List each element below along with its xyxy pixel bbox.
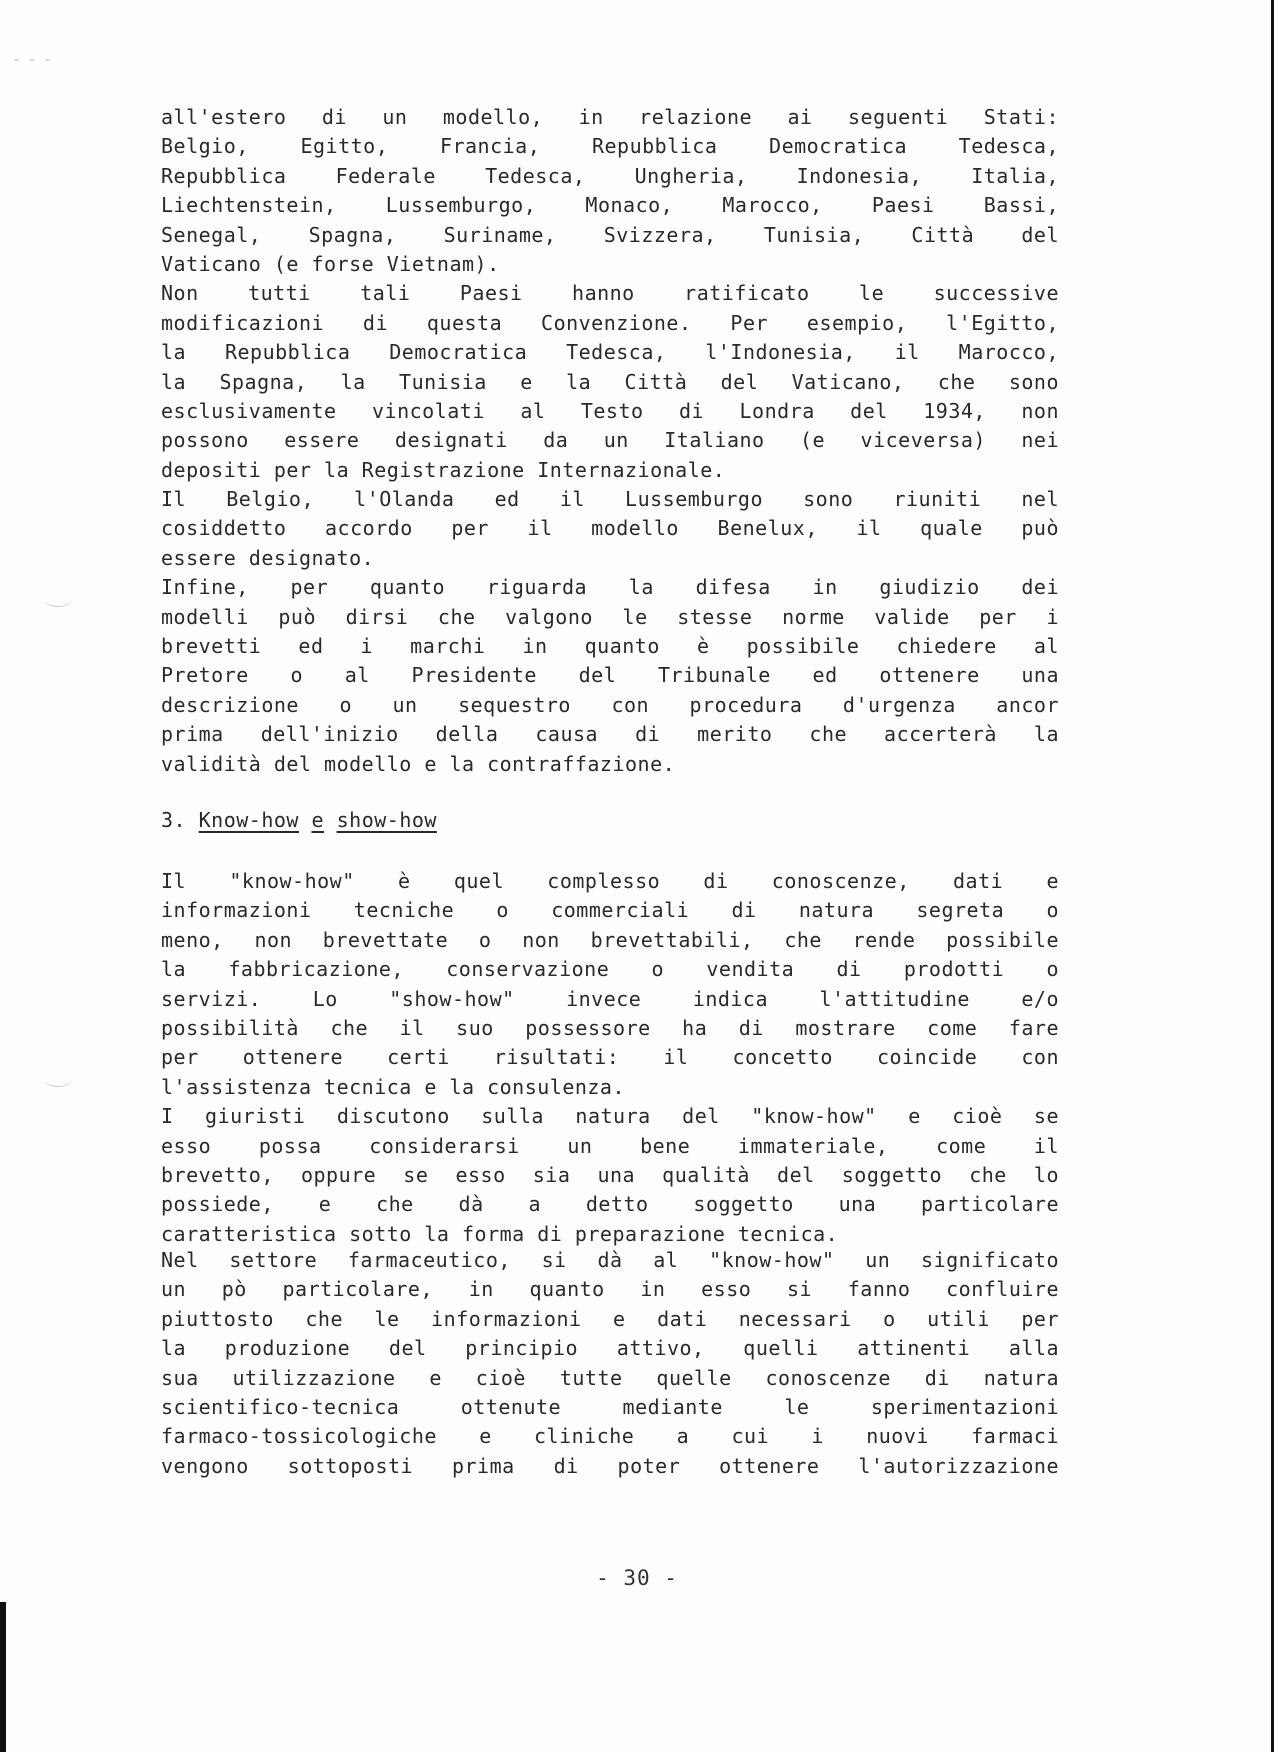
section-title-part-1: Know-how: [198, 808, 299, 832]
text-line: la fabbricazione, conservazione o vendita di prodotti o: [161, 957, 1059, 982]
text-line: all'estero di un modello, in relazione ai seguenti Stati:: [161, 105, 1059, 129]
text-line: informazioni tecniche o commerciali di natura segreta o: [161, 898, 1059, 923]
scan-edge-bar-left: [0, 1602, 6, 1752]
text-block-know-how: [161, 867, 1059, 1249]
text-line: prima dell'inizio della causa di merito che accerterà la: [161, 722, 1059, 747]
text-line: Non tutti tali Paesi hanno ratificato le successive: [161, 281, 1059, 306]
text-line: Il "know-how" è quel complesso di conoscenze, dati e: [161, 869, 1059, 893]
text-block-intro: [161, 103, 1059, 779]
text-line: Nel settore farmaceutico, si dà al "know-how" un significato: [161, 1248, 1059, 1272]
section-heading: [161, 806, 437, 835]
punch-hole-mark: [44, 1072, 72, 1087]
text-line: Repubblica Federale Tedesca, Ungheria, Indonesia, Italia,: [161, 163, 1059, 188]
text-line: brevetto, oppure se esso sia una qualità del soggetto che lo: [161, 1162, 1059, 1187]
text-line: possiede, e che dà a detto soggetto una particolare: [161, 1192, 1059, 1217]
text-line: modificazioni di questa Convenzione. Per esempio, l'Egitto,: [161, 310, 1059, 335]
text-line: depositi per la Registrazione Internazionale.: [161, 457, 726, 482]
section-title-connector: e: [311, 808, 325, 832]
text-line: Senegal, Spagna, Suriname, Svizzera, Tunisia, Città del: [161, 222, 1059, 247]
text-line: farmaco-tossicologiche e cliniche a cui i nuovi farmaci: [161, 1424, 1059, 1449]
text-line: la Repubblica Democratica Tedesca, l'Indonesia, il Marocco,: [161, 340, 1059, 365]
text-block-pharma: [161, 1246, 1059, 1481]
text-line: validità del modello e la contraffazione.: [161, 751, 676, 776]
text-line: la produzione del principio attivo, quelli attinenti alla: [161, 1336, 1059, 1361]
text-line: meno, non brevettate o non brevettabili, che rende possibile: [161, 927, 1059, 952]
text-line: scientifico-tecnica ottenute mediante le sperimentazioni: [161, 1394, 1059, 1419]
text-line: descrizione o un sequestro con procedura d'urgenza ancor: [161, 692, 1059, 717]
text-line: brevetti ed i marchi in quanto è possibile chiedere al: [161, 634, 1059, 659]
text-line: Vaticano (e forse Vietnam).: [161, 251, 500, 276]
page-number: - 30 -: [596, 1566, 678, 1590]
text-line: un pò particolare, in quanto in esso si fanno confluire: [161, 1277, 1059, 1302]
text-line: esclusivamente vincolati al Testo di Londra del 1934, non: [161, 398, 1059, 423]
text-line: Infine, per quanto riguarda la difesa in giudizio dei: [161, 575, 1059, 600]
scan-artifact-mark: - - -: [14, 52, 54, 68]
text-line: servizi. Lo "show-how" invece indica l'attitudine e/o: [161, 986, 1059, 1011]
text-line: Il Belgio, l'Olanda ed il Lussemburgo sono riuniti nel: [161, 487, 1059, 512]
text-line: I giuristi discutono sulla natura del "know-how" e cioè se: [161, 1104, 1059, 1129]
text-line: essere designato.: [161, 545, 375, 570]
text-line: Pretore o al Presidente del Tribunale ed ottenere una: [161, 663, 1059, 688]
text-line: possono essere designati da un Italiano (e viceversa) nei: [161, 428, 1059, 453]
punch-hole-mark: [44, 592, 72, 607]
text-line: possibilità che il suo possessore ha di mostrare come fare: [161, 1015, 1059, 1040]
text-line: sua utilizzazione e cioè tutte quelle conoscenze di natura: [161, 1365, 1059, 1390]
text-line: cosiddetto accordo per il modello Benelux, il quale può: [161, 516, 1059, 541]
text-line: la Spagna, la Tunisia e la Città del Vaticano, che sono: [161, 369, 1059, 394]
text-line: per ottenere certi risultati: il concetto coincide con: [161, 1045, 1059, 1070]
text-line: modelli può dirsi che valgono le stesse norme valide per i: [161, 604, 1059, 629]
text-line: vengono sottoposti prima di poter ottenere l'autorizzazione: [161, 1453, 1059, 1478]
text-line: l'assistenza tecnica e la consulenza.: [161, 1074, 626, 1099]
text-line: esso possa considerarsi un bene immateriale, come il: [161, 1133, 1059, 1158]
text-line: piuttosto che le informazioni e dati necessari o utili per: [161, 1306, 1059, 1331]
section-title-part-2: show-how: [336, 808, 437, 832]
section-number: 3.: [161, 808, 187, 832]
text-line: Liechtenstein, Lussemburgo, Monaco, Marocco, Paesi Bassi,: [161, 193, 1059, 218]
text-line: Belgio, Egitto, Francia, Repubblica Democratica Tedesca,: [161, 134, 1059, 159]
text-line: caratteristica sotto la forma di preparazione tecnica.: [161, 1221, 839, 1246]
